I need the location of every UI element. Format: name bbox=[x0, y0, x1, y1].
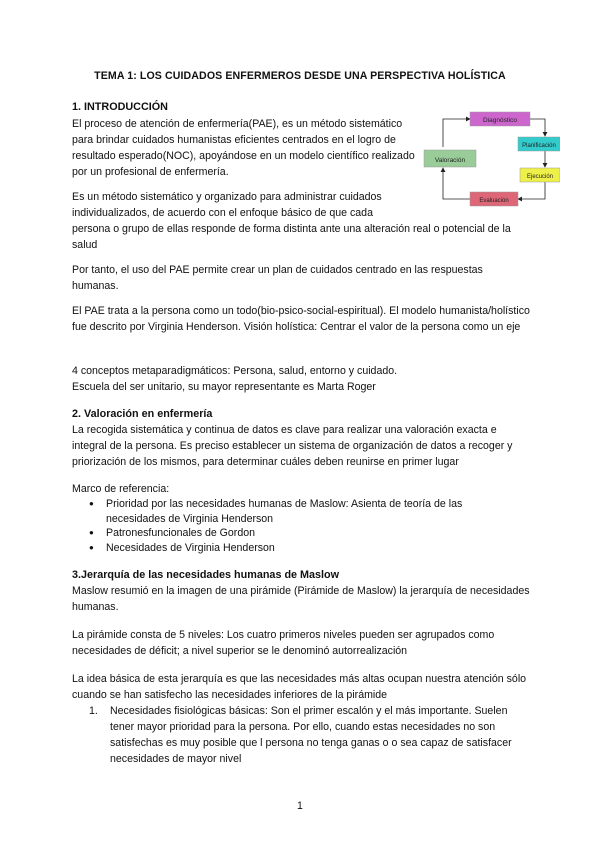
diagram-box-ejecucion bbox=[520, 168, 560, 182]
section-2-paragraph-1: La recogida sistemática y continua de datos es clave para realizar una valoración exacta e integral de la persona. Es preciso establecer un sistema de organización de datos a recoger y priorización de los mismos, para determinar cuáles deben reunirse en primer lugar bbox=[72, 424, 513, 468]
section-3-paragraph-3: La idea básica de esta jerarquía es que las necesidades más altas ocupan nuestra atención sólo cuando se han satisfecho las necesidades inferiores de la pirámide bbox=[72, 673, 527, 701]
section-1-paragraph-3: Por tanto, el uso del PAE permite crear un plan de cuidados centrado en las respuestas humanas. bbox=[72, 264, 483, 292]
section-1-paragraph-4: El PAE trata a la persona como un todo(bio-psico-social-espiritual). El modelo humanista/holístico fue descrito por Virginia Henderson. Visión holística: Centrar el valor de la persona como un eje bbox=[72, 305, 530, 333]
section-1-paragraph-2b: persona o grupo de ellas responde de forma distinta ante una alteración real o potencial de la salud bbox=[72, 223, 511, 251]
arrow-valoracion-to-diagnostico bbox=[443, 119, 470, 147]
bullet-item: ● Patronesfuncionales de Gordon bbox=[72, 526, 522, 541]
section-1-paragraph-5a: 4 conceptos metaparadigmáticos: Persona, salud, entorno y cuidado. bbox=[72, 365, 398, 377]
section-3-paragraph-1: Maslow resumió en la imagen de una pirámide (Pirámide de Maslow) la jerarquía de necesidades humanas. bbox=[72, 585, 530, 613]
page-number: 1 bbox=[297, 800, 303, 812]
arrow-evaluacion-to-valoracion bbox=[443, 168, 470, 199]
arrow-diagnostico-to-planificacion bbox=[530, 119, 545, 136]
diagram-label-planificacion: Planificación bbox=[522, 143, 556, 149]
diagram-box-diagnostico bbox=[470, 112, 530, 126]
diagram-box-planificacion bbox=[518, 137, 560, 151]
section-1-paragraph-5b: Escuela del ser unitario, su mayor representante es Marta Roger bbox=[72, 381, 376, 393]
section-1-heading: 1. INTRODUCCIÓN bbox=[72, 101, 168, 113]
diagram-label-evaluacion: Evaluación bbox=[479, 198, 509, 204]
section-3-numbered-list bbox=[72, 703, 532, 767]
section-2-marco-label: Marco de referencia: bbox=[72, 483, 170, 495]
diagram-label-valoracion: Valoración bbox=[434, 157, 466, 164]
list-number: 1. bbox=[89, 705, 98, 717]
section-1-paragraph-1: El proceso de atención de enfermería(PAE), es un método sistemático para brindar cuidados humanistas eficientes centrados en el logro de resultado esperado(NOC), apoyándose en un modelo científico realizado por un profesional de enfermería. bbox=[72, 118, 415, 178]
bullet-item: ● Prioridad por las necesidades humanas de Maslow: Asienta de teoría de las necesidades de Virginia Henderson bbox=[72, 497, 522, 526]
section-2-bullet-list bbox=[72, 497, 522, 555]
arrow-ejecucion-to-evaluacion bbox=[518, 182, 545, 199]
bullet-item: ● Necesidades de Virginia Henderson bbox=[72, 541, 522, 556]
section-3-paragraph-2: La pirámide consta de 5 niveles: Los cuatro primeros niveles pueden ser agrupados como necesidades de déficit; a nivel superior se le denominó autorrealización bbox=[72, 629, 495, 657]
section-2-heading: 2. Valoración en enfermería bbox=[72, 408, 213, 420]
document-title: TEMA 1: LOS CUIDADOS ENFERMEROS DESDE UNA PERSPECTIVA HOLÍSTICA bbox=[94, 70, 506, 82]
section-3-heading: 3.Jerarquía de las necesidades humanas de Maslow bbox=[72, 569, 340, 581]
pae-cycle-diagram bbox=[420, 110, 560, 220]
diagram-box-valoracion bbox=[424, 150, 476, 167]
diagram-box-evaluacion bbox=[470, 192, 518, 206]
diagram-label-diagnostico: Diagnóstico bbox=[483, 117, 517, 124]
diagram-label-ejecucion: Ejecución bbox=[526, 174, 554, 180]
numbered-item bbox=[72, 703, 532, 767]
numbered-item-text: Necesidades fisiológicas básicas: Son el primer escalón y el más importante. Suelen tener mayor prioridad para la persona. Por ello, cuando estas necesidades no son satisfechas es muy posible que l persona no tenga ganas o o sea capaz de satisfacer necesidades de mayor nivel bbox=[110, 705, 512, 765]
section-1-paragraph-2a: Es un método sistemático y organizado para administrar cuidados individualizados, de acuerdo con el enfoque básico de que cada bbox=[72, 191, 382, 219]
